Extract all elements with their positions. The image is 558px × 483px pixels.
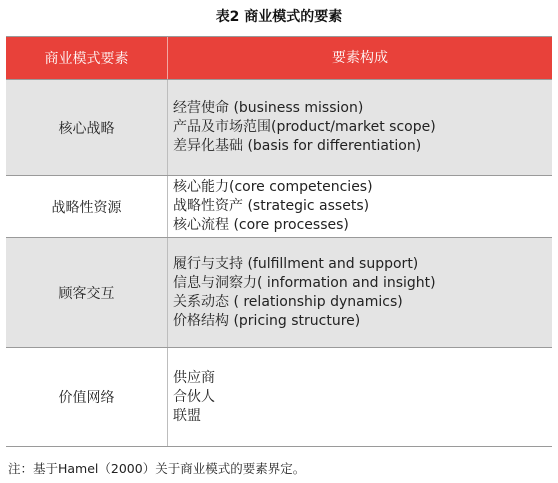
header-cell-element: 商业模式要素 (6, 37, 168, 79)
composition-cell (167, 348, 552, 446)
table-footnote: 注：基于Hamel（2000）关于商业模式的要素界定。 (8, 461, 306, 476)
composition-cell (167, 238, 552, 347)
list-item: 核心能力(core competencies) (173, 179, 373, 195)
composition-cell (167, 176, 552, 237)
business-model-table (6, 36, 552, 447)
element-cell: 战略性资源 (51, 199, 122, 216)
table-header-row (6, 37, 552, 80)
table-row (6, 238, 552, 348)
list-item: 关系动态 ( relationship dynamics) (173, 293, 403, 310)
element-cell: 核心战略 (58, 120, 115, 137)
list-item: 供应商 (173, 369, 215, 386)
list-item: 核心流程 (core processes) (173, 217, 349, 233)
list-item: 履行与支持 (fulfillment and support) (173, 255, 419, 272)
list-item: 信息与洞察力( information and insight) (173, 274, 436, 291)
list-item: 价格结构 (pricing structure) (173, 312, 361, 329)
list-item: 经营使命 (business mission) (173, 100, 364, 116)
list-item: 合伙人 (173, 388, 215, 405)
table-row (6, 80, 552, 176)
element-cell: 顾客交互 (58, 285, 115, 302)
list-item: 战略性资产 (strategic assets) (173, 198, 370, 214)
header-cell-composition: 要素构成 (332, 49, 388, 66)
element-cell: 价值网络 (58, 390, 115, 406)
table-row (6, 176, 552, 238)
table-row (6, 348, 552, 447)
list-item: 联盟 (173, 407, 201, 424)
table-title: 表2 商业模式的要素 (215, 9, 343, 25)
list-item: 产品及市场范围(product/market scope) (173, 119, 436, 135)
composition-cell (167, 80, 552, 175)
list-item: 差异化基础 (basis for differentiation) (173, 138, 422, 154)
